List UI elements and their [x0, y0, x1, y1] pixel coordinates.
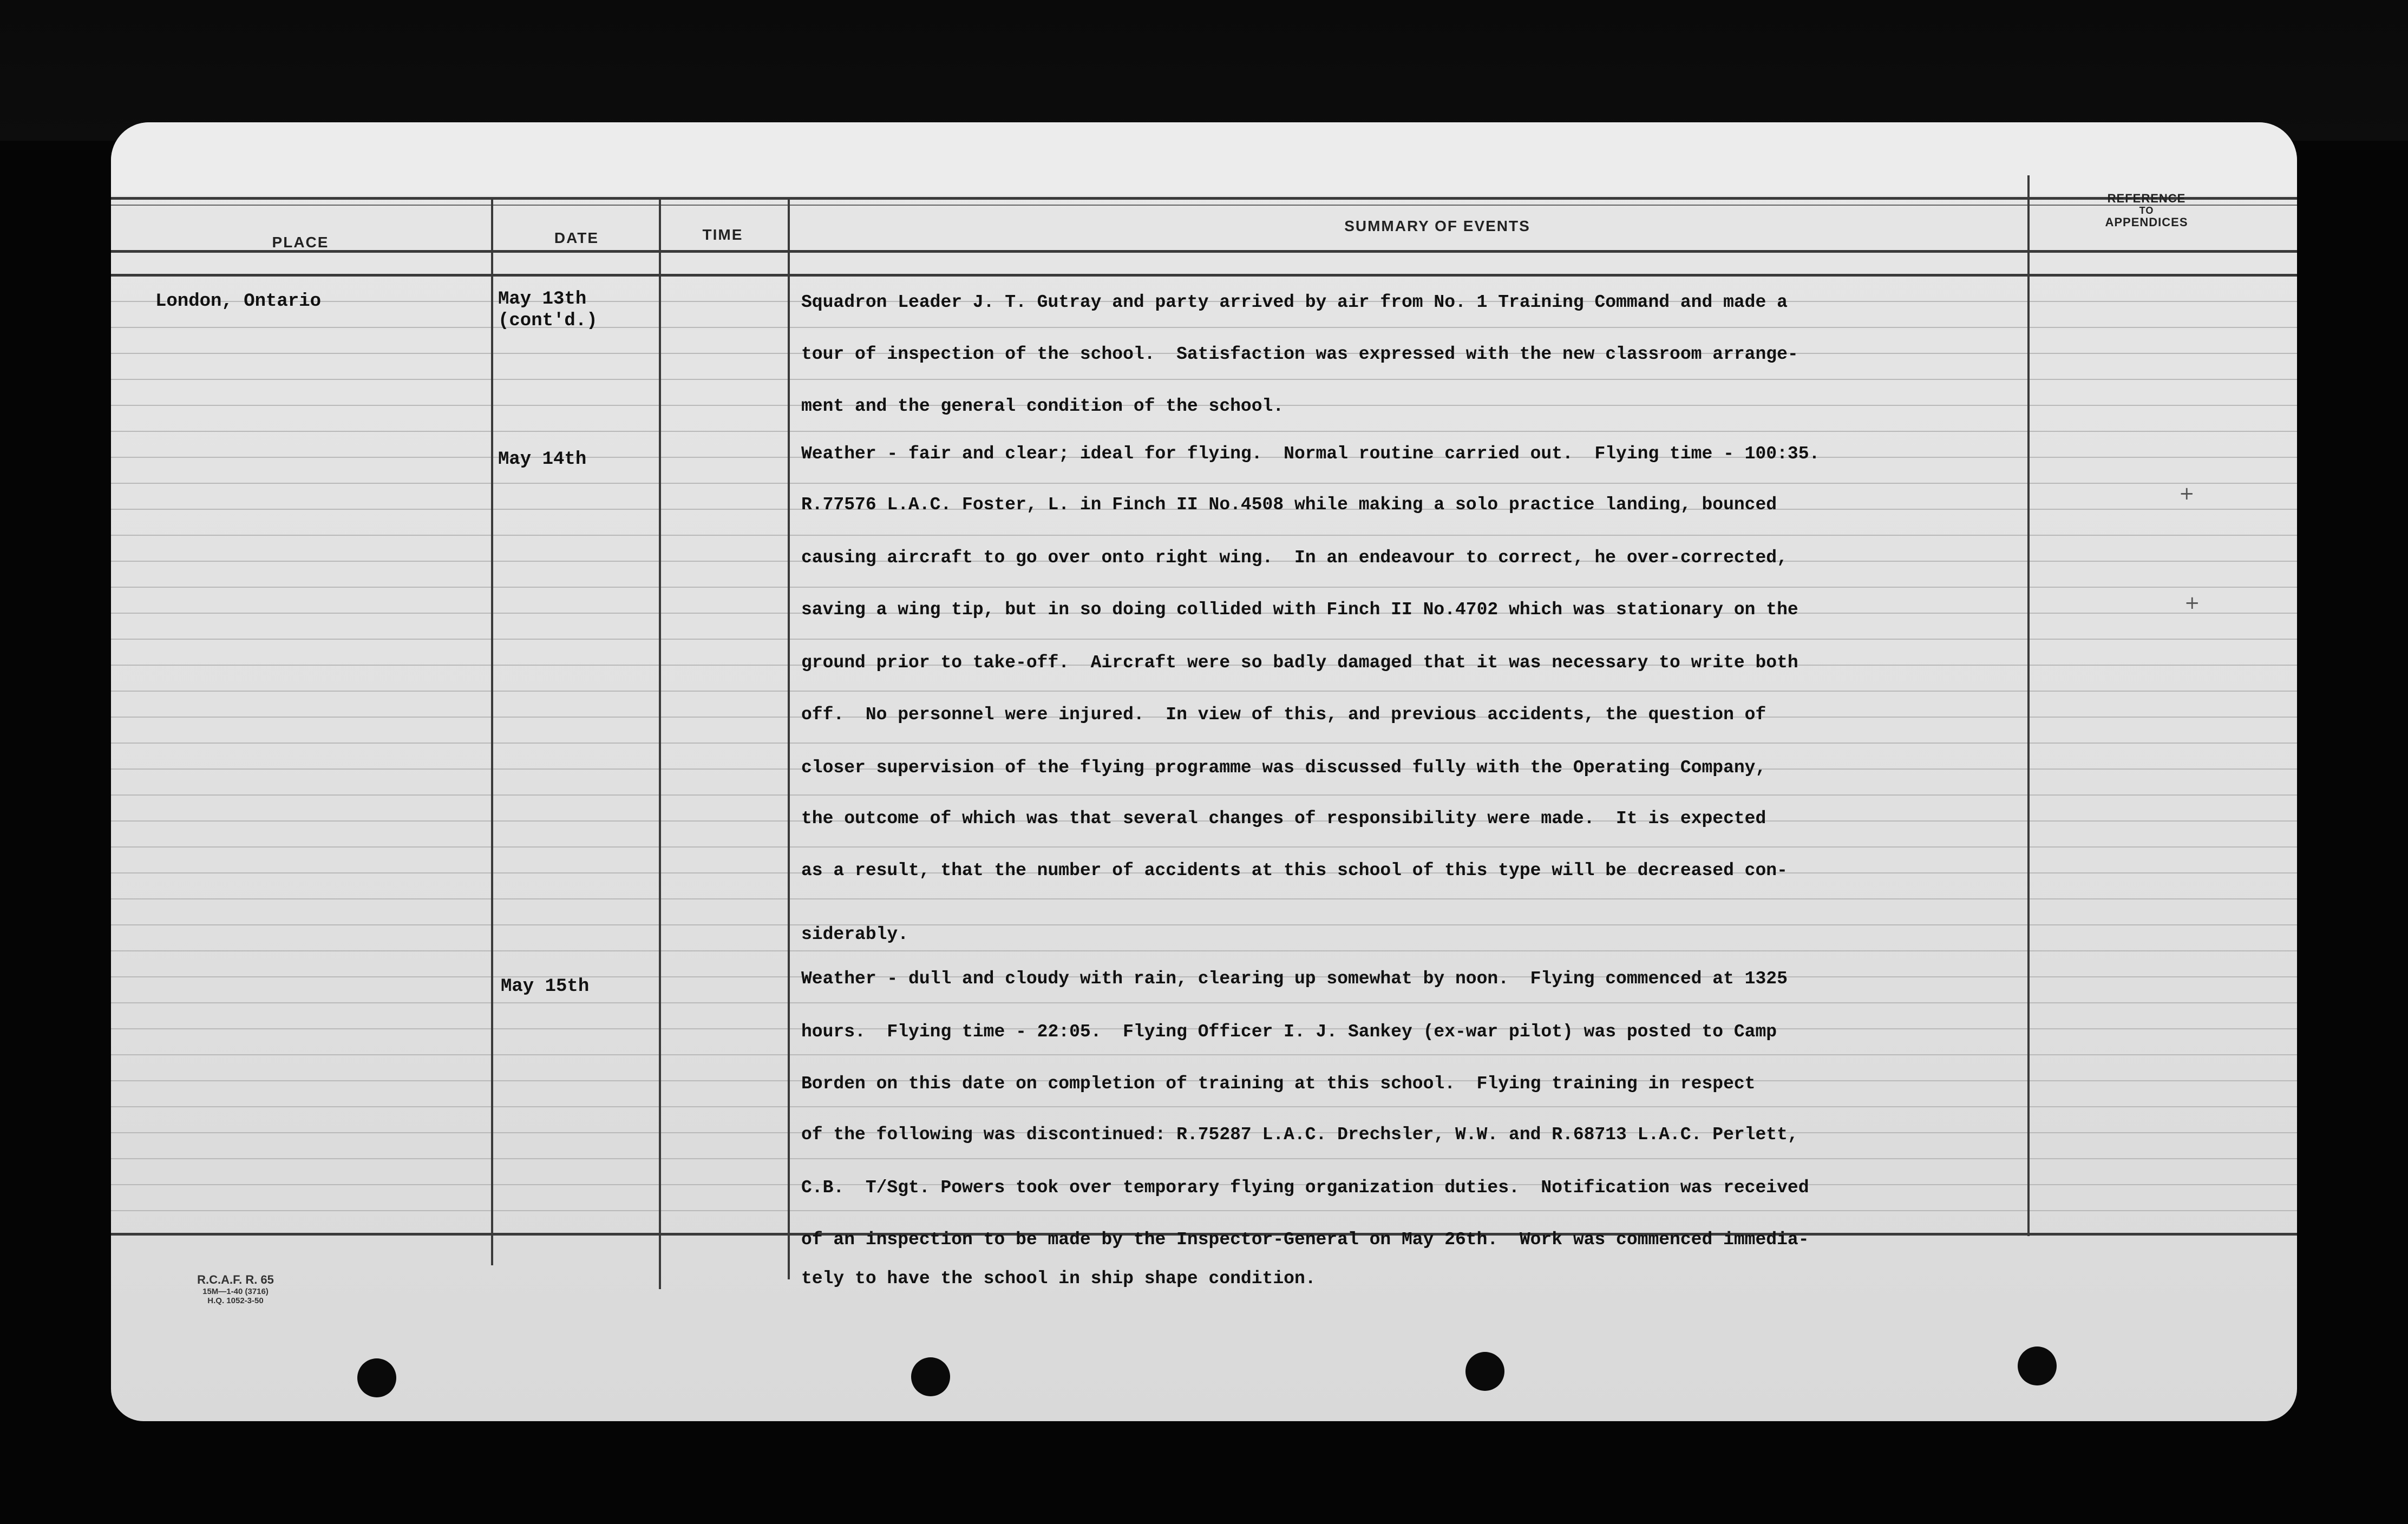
ruled-line: [111, 1002, 2297, 1003]
pencil-mark: +: [2179, 483, 2195, 504]
summary-line: off. No personnel were injured. In view of this, and previous accidents, the question of: [801, 705, 1766, 725]
header-place: PLACE: [272, 234, 329, 251]
summary-line: Weather - fair and clear; ideal for flying. Normal routine carried out. Flying time - 100:35.: [801, 444, 1820, 464]
summary-line: ground prior to take-off. Aircraft were so badly damaged that it was necessary to write both: [801, 653, 1798, 673]
summary-line: Borden on this date on completion of training at this school. Flying training in respect: [801, 1074, 1756, 1094]
summary-line: ment and the general condition of the school.: [801, 396, 1284, 416]
summary-line: of the following was discontinued: R.75287 L.A.C. Drechsler, W.W. and R.68713 L.A.C. Perlett,: [801, 1125, 1798, 1145]
header-bottom-rule: [111, 250, 2297, 253]
ruled-line: [111, 327, 2297, 328]
header-reference-line1: REFERENCE: [2107, 192, 2186, 205]
summary-line: saving a wing tip, but in so doing collided with Finch II No.4702 which was stationary on the: [801, 600, 1798, 620]
time-summary-divider: [788, 197, 790, 1279]
form-hq-code: H.Q. 1052-3-50: [207, 1296, 264, 1305]
ruled-line: [111, 1054, 2297, 1055]
ruled-line: [111, 794, 2297, 796]
summary-line: causing aircraft to go over onto right wing. In an endeavour to correct, he over-corrected,: [801, 548, 1788, 568]
ruled-line: [111, 639, 2297, 640]
date-time-divider: [659, 197, 661, 1289]
header-reference-line2: TO: [2139, 205, 2154, 216]
summary-line: tour of inspection of the school. Satisfaction was expressed with the new classroom arrange-: [801, 344, 1798, 364]
scan-background: [0, 0, 2408, 141]
entry-date-may-13-contd: (cont'd.): [498, 311, 598, 331]
summary-line: closer supervision of the flying programme was discussed fully with the Operating Company,: [801, 758, 1766, 778]
summary-line: as a result, that the number of accidents at this school of this type will be decreased con-: [801, 860, 1788, 881]
header-time: TIME: [702, 226, 743, 243]
ruled-line: [111, 379, 2297, 380]
header-top-rule: [111, 197, 2297, 200]
header-double-rule: [111, 205, 2297, 206]
form-print-code: 15M—1-40 (3716): [202, 1287, 269, 1296]
place-date-divider: [491, 197, 493, 1265]
summary-line: tely to have the school in ship shape condition.: [801, 1269, 1316, 1289]
ruled-line: [111, 483, 2297, 484]
summary-line: siderably.: [801, 924, 909, 944]
ruled-line: [111, 846, 2297, 848]
summary-line: Weather - dull and cloudy with rain, clearing up somewhat by noon. Flying commenced at 1325: [801, 969, 1788, 989]
entry-date-may-14: May 14th: [498, 449, 587, 470]
ruled-line: [111, 1158, 2297, 1159]
binder-hole: [911, 1357, 950, 1396]
ruled-line: [111, 924, 2297, 925]
header-reference-line3: APPENDICES: [2105, 215, 2188, 229]
summary-line: C.B. T/Sgt. Powers took over temporary flying organization duties. Notification was received: [801, 1178, 1809, 1198]
summary-reference-divider: [2027, 175, 2030, 1236]
binder-hole: [357, 1358, 396, 1397]
ruled-line: [111, 1106, 2297, 1107]
binder-hole: [1465, 1352, 1504, 1391]
ruled-line: [111, 691, 2297, 692]
header-summary-of-events: SUMMARY OF EVENTS: [1344, 218, 1530, 234]
ruled-line: [111, 743, 2297, 744]
summary-line: hours. Flying time - 22:05. Flying Officer I. J. Sankey (ex-war pilot) was posted to Camp: [801, 1022, 1777, 1042]
form-footer: [154, 1273, 317, 1305]
header-reference-to-appendices: [2082, 192, 2211, 229]
ruled-line: [111, 431, 2297, 432]
entry-place: London, Ontario: [155, 291, 322, 312]
entry-date-may-15: May 15th: [501, 976, 590, 997]
entry-date-may-13: May 13th: [498, 289, 587, 310]
diary-form-card: [111, 122, 2297, 1421]
card-top-margin: [111, 122, 2297, 195]
summary-line: Squadron Leader J. T. Gutray and party arrived by air from No. 1 Training Command and made a: [801, 292, 1788, 312]
ruled-line: [111, 1210, 2297, 1211]
binder-hole: [2018, 1346, 2057, 1385]
ruled-line: [111, 898, 2297, 899]
summary-line: of an inspection to be made by the Inspector-General on May 26th. Work was commenced immedia-: [801, 1230, 1809, 1250]
summary-line: the outcome of which was that several changes of responsibility were made. It is expected: [801, 809, 1766, 829]
header-date: DATE: [554, 229, 599, 246]
form-number: R.C.A.F. R. 65: [197, 1273, 274, 1286]
ruled-line: [111, 950, 2297, 951]
body-top-rule: [111, 274, 2297, 277]
pencil-mark: +: [2184, 592, 2200, 614]
ruled-line: [111, 587, 2297, 588]
summary-line: R.77576 L.A.C. Foster, L. in Finch II No.4508 while making a solo practice landing, bounced: [801, 495, 1777, 515]
ruled-line: [111, 535, 2297, 536]
